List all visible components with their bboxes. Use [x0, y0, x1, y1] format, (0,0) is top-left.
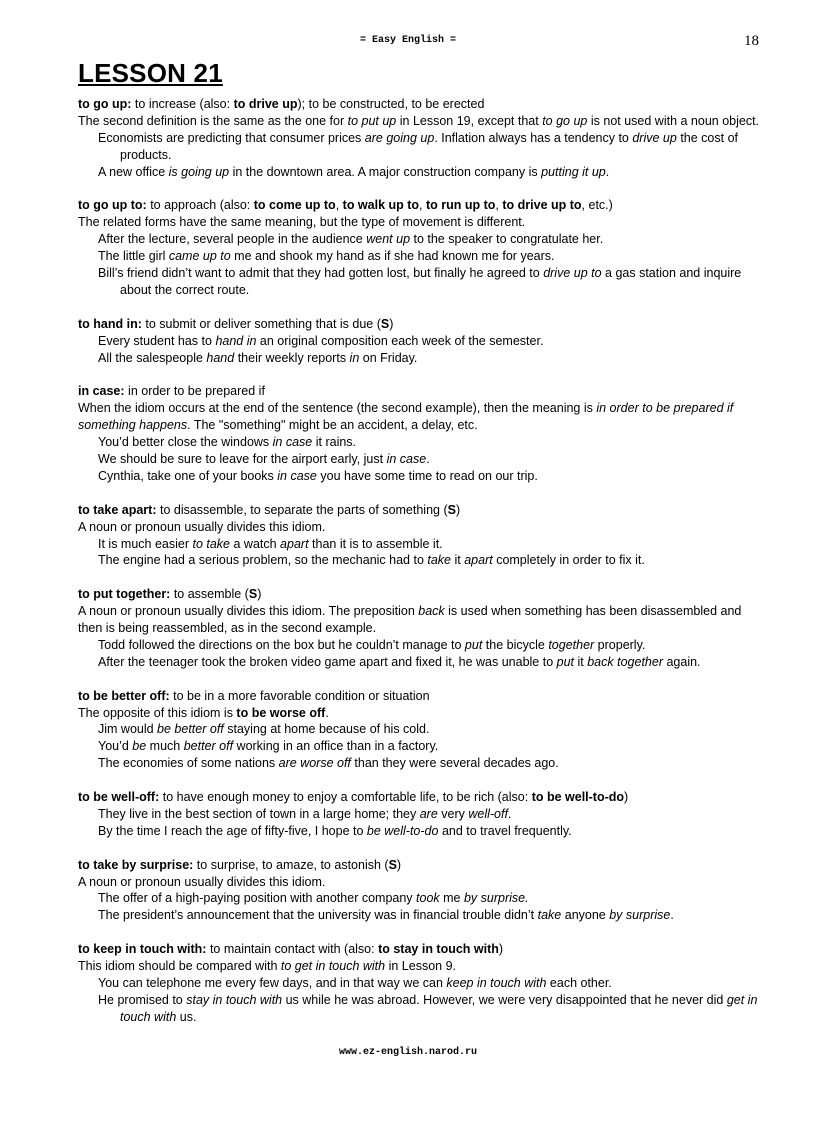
- italic-text: to get in touch with: [280, 959, 386, 974]
- italic-text: better off: [183, 739, 234, 754]
- example-sentence: [78, 823, 760, 840]
- text-run: to be in a more favorable condition or situation: [169, 688, 430, 703]
- text-run: .: [507, 806, 512, 821]
- italic-text: to take: [192, 536, 231, 551]
- text-run: in order to be prepared if: [124, 384, 265, 399]
- text-run: completely in order to fix it.: [492, 553, 645, 568]
- idiom-entry-better-off: [78, 688, 760, 773]
- example-sentence: [78, 468, 760, 485]
- bold-text: to be well-off:: [78, 790, 160, 805]
- italic-text: took: [416, 891, 440, 906]
- example-sentence: [78, 738, 760, 755]
- italic-text: came up to: [168, 249, 231, 264]
- text-run: me and shook my hand as if she had known me for years.: [230, 249, 555, 264]
- text-run: After the teenager took the broken video game apart and fixed it, he was unable to: [98, 654, 557, 669]
- example-sentence: [78, 907, 760, 924]
- text-run: to surprise, to amaze, to astonish (: [193, 857, 389, 872]
- text-run: ): [396, 857, 402, 872]
- running-header: = Easy English =: [359, 35, 456, 46]
- text-run: Jim would: [98, 722, 158, 737]
- example-sentence: [78, 552, 760, 569]
- italic-text: are worse off: [278, 756, 351, 771]
- bold-text: to be better off:: [78, 688, 170, 703]
- text-run: It is much easier: [98, 536, 193, 551]
- text-run: properly.: [594, 637, 646, 652]
- italic-text: be well-to-do: [366, 823, 439, 838]
- idiom-definition: [78, 586, 760, 603]
- bold-text: to keep in touch with:: [78, 942, 207, 957]
- text-run: .: [426, 451, 430, 466]
- italic-text: drive up: [632, 130, 677, 145]
- example-sentence: [78, 248, 760, 265]
- text-run: ): [257, 587, 262, 602]
- italic-text: stay in touch with: [186, 992, 283, 1007]
- italic-text: are going up: [364, 130, 435, 145]
- italic-text: get in touch with: [120, 992, 758, 1024]
- example-sentence: [78, 265, 760, 299]
- text-run: The president’s announcement that the university was in financial trouble didn’t: [98, 908, 538, 923]
- text-run: is not used with a noun object.: [587, 113, 760, 128]
- text-run: Cynthia, take one of your books: [98, 468, 278, 483]
- italic-text: hand: [206, 350, 235, 365]
- lesson-content: [78, 96, 760, 1043]
- idiom-note: [78, 214, 760, 231]
- text-run: to approach (also:: [146, 198, 254, 213]
- example-sentence: [78, 434, 760, 451]
- text-run: ,: [419, 198, 426, 213]
- italic-text: to put up: [347, 113, 397, 128]
- text-run: is used when something has been disassembled and then is being reassembled, as in the second example.: [78, 604, 742, 636]
- bold-text: to walk up to: [342, 198, 420, 213]
- example-sentence: [78, 164, 760, 181]
- idiom-note: [78, 958, 760, 975]
- example-sentence: [78, 350, 760, 367]
- text-run: .: [325, 705, 329, 720]
- idiom-definition: [78, 96, 760, 113]
- text-run: to maintain contact with (also:: [206, 942, 379, 957]
- example-sentence: [78, 755, 760, 772]
- text-run: .: [670, 908, 674, 923]
- example-sentence: [78, 721, 760, 738]
- lesson-title: LESSON 21: [78, 58, 223, 88]
- text-run: it: [451, 553, 465, 568]
- bold-text: S: [447, 502, 456, 517]
- text-run: ): [389, 316, 394, 331]
- text-run: to increase (also:: [131, 97, 234, 111]
- text-run: Economists are predicting that consumer prices: [98, 130, 365, 145]
- example-sentence: [78, 806, 760, 823]
- text-run: you have some time to read on our trip.: [316, 468, 538, 483]
- bold-text: in case:: [78, 384, 125, 399]
- idiom-definition: [78, 857, 760, 874]
- text-run: in Lesson 9.: [385, 959, 456, 974]
- example-sentence: [78, 637, 760, 654]
- idiom-note: [78, 400, 760, 434]
- text-run: Bill’s friend didn’t want to admit that they had gotten lost, but finally he agreed to: [98, 266, 544, 281]
- bold-text: to take apart:: [78, 502, 157, 517]
- example-sentence: [78, 975, 760, 992]
- text-run: very: [437, 806, 469, 821]
- italic-text: apart: [280, 536, 309, 551]
- text-run: an original composition each week of the semester.: [256, 333, 544, 348]
- italic-text: back: [418, 604, 445, 619]
- idiom-entry-go-up-to: [78, 197, 760, 298]
- text-run: the bicycle: [482, 637, 549, 652]
- text-run: than they were several decades ago.: [350, 756, 559, 771]
- bold-text: to take by surprise:: [78, 857, 194, 872]
- text-run: Every student has to: [98, 333, 216, 348]
- text-run: The related forms have the same meaning, but the type of movement is different.: [78, 215, 526, 230]
- text-run: to the speaker to congratulate her.: [410, 232, 604, 247]
- text-run: A new office: [98, 164, 169, 179]
- idiom-entry-take-by-surprise: [78, 857, 760, 925]
- text-run: This idiom should be compared with: [78, 959, 281, 974]
- text-run: in Lesson 19, except that: [396, 113, 543, 128]
- text-run: to submit or deliver something that is due (: [141, 316, 381, 331]
- text-run: They live in the best section of town in a large home; they: [98, 806, 420, 821]
- text-run: ,: [335, 198, 343, 213]
- text-run: and to travel frequently.: [438, 823, 572, 838]
- italic-text: keep in touch with: [446, 975, 547, 990]
- text-run: staying at home because of his cold.: [223, 722, 430, 737]
- italic-text: are: [419, 806, 438, 821]
- text-run: their weekly reports: [234, 350, 350, 365]
- idiom-note: [78, 874, 760, 891]
- idiom-entry-in-case: [78, 383, 760, 484]
- italic-text: went up: [366, 232, 411, 247]
- text-run: Todd followed the directions on the box but he couldn’t manage to: [98, 637, 465, 652]
- italic-text: drive up to: [543, 266, 602, 281]
- text-run: working in an office than in a factory.: [233, 739, 439, 754]
- text-run: . Inflation always has a tendency to: [434, 130, 633, 145]
- bold-text: to drive up: [233, 97, 298, 111]
- italic-text: put: [556, 654, 575, 669]
- idiom-definition: [78, 316, 760, 333]
- text-run: a gas station and inquire about the correct route.: [120, 266, 742, 297]
- text-run: to disassemble, to separate the parts of something (: [156, 502, 448, 517]
- text-run: All the salespeople: [98, 350, 207, 365]
- text-run: You’d: [98, 739, 133, 754]
- italic-text: putting it up: [541, 164, 606, 179]
- text-run: The opposite of this idiom is: [78, 705, 237, 720]
- text-run: He promised to: [98, 992, 187, 1007]
- text-run: again.: [662, 654, 701, 669]
- text-run: ): [498, 942, 504, 957]
- text-run: The economies of some nations: [98, 756, 279, 771]
- italic-text: to go up: [542, 113, 588, 128]
- text-run: ): [624, 790, 629, 805]
- italic-text: is going up: [168, 164, 230, 179]
- text-run: .: [605, 164, 610, 179]
- text-run: A noun or pronoun usually divides this idiom.: [78, 874, 326, 889]
- example-sentence: [78, 231, 760, 248]
- text-run: much: [146, 739, 184, 754]
- idiom-note: [78, 705, 760, 722]
- example-sentence: [78, 333, 760, 350]
- italic-text: by surprise: [609, 908, 671, 923]
- idiom-note: [78, 603, 760, 637]
- text-run: . The "something" might be an accident, a delay, etc.: [187, 418, 478, 433]
- text-run: each other.: [546, 975, 612, 990]
- idiom-definition: [78, 688, 760, 705]
- text-run: The little girl: [98, 249, 169, 264]
- italic-text: back together: [587, 654, 663, 669]
- text-run: to have enough money to enjoy a comfortable life, to be rich (also:: [159, 790, 532, 805]
- idiom-note: [78, 519, 760, 536]
- italic-text: hand in: [215, 333, 257, 348]
- example-sentence: [78, 890, 760, 907]
- text-run: The offer of a high-paying position with another company: [98, 891, 417, 906]
- idiom-definition: [78, 941, 760, 958]
- idiom-definition: [78, 197, 760, 214]
- bold-text: to hand in:: [78, 316, 142, 331]
- italic-text: in: [349, 350, 360, 365]
- italic-text: in case: [277, 468, 317, 483]
- bold-text: S: [248, 587, 258, 602]
- bold-text: to come up to: [253, 198, 336, 213]
- text-run: in the downtown area. A major construction company is: [229, 164, 542, 179]
- text-run: ,: [495, 198, 503, 213]
- italic-text: take: [427, 553, 452, 568]
- idiom-entry-hand-in: [78, 316, 760, 367]
- bold-text: to go up:: [78, 97, 132, 111]
- italic-text: be: [132, 739, 147, 754]
- text-run: ): [455, 502, 461, 517]
- example-sentence: [78, 992, 760, 1026]
- idiom-definition: [78, 789, 760, 806]
- bold-text: to drive up to: [502, 198, 582, 213]
- bold-text: to run up to: [426, 198, 496, 213]
- example-sentence: [78, 654, 760, 671]
- text-run: me: [439, 891, 464, 906]
- idiom-entry-take-apart: [78, 502, 760, 570]
- idiom-definition: [78, 502, 760, 519]
- text-run: us while he was abroad. However, we were very disappointed that he never did: [282, 992, 727, 1007]
- italic-text: by surprise.: [463, 891, 529, 906]
- text-run: You can telephone me every few days, and in that way we can: [98, 975, 447, 990]
- italic-text: be better off: [157, 722, 224, 737]
- italic-text: in case: [272, 435, 313, 450]
- italic-text: put: [464, 637, 483, 652]
- idiom-entry-keep-in-touch: [78, 941, 760, 1026]
- text-run: The second definition is the same as the one for: [78, 113, 348, 128]
- italic-text: apart: [464, 553, 493, 568]
- text-run: We should be sure to leave for the airport early, just: [98, 451, 387, 466]
- example-sentence: [78, 536, 760, 553]
- text-run: a watch: [230, 536, 281, 551]
- text-run: You’d better close the windows: [98, 435, 273, 450]
- bold-text: S: [380, 316, 390, 331]
- italic-text: well-off: [468, 806, 508, 821]
- text-run: A noun or pronoun usually divides this idiom. The preposition: [78, 604, 419, 619]
- text-run: A noun or pronoun usually divides this idiom.: [78, 519, 326, 534]
- text-run: than it is to assemble it.: [308, 536, 443, 551]
- bold-text: to put together:: [78, 587, 171, 602]
- text-run: anyone: [561, 908, 610, 923]
- idiom-entry-put-together: [78, 586, 760, 671]
- idiom-note: [78, 113, 760, 130]
- bold-text: S: [388, 857, 397, 872]
- text-run: it: [574, 654, 588, 669]
- italic-text: together: [548, 637, 595, 652]
- text-run: By the time I reach the age of fifty-five, I hope to: [98, 823, 367, 838]
- text-run: to assemble (: [170, 587, 249, 602]
- italic-text: in order to be prepared if something happens: [78, 401, 734, 433]
- text-run: it rains.: [312, 435, 357, 450]
- idiom-entry-go-up: [78, 96, 760, 181]
- bold-text: to go up to:: [78, 198, 147, 213]
- page-number: 18: [744, 33, 759, 49]
- text-run: on Friday.: [359, 350, 418, 365]
- text-run: ); to be constructed, to be erected: [297, 97, 485, 111]
- idiom-definition: [78, 383, 760, 400]
- bold-text: to be worse off: [236, 705, 326, 720]
- text-run: When the idiom occurs at the end of the sentence (the second example), then the meaning is: [78, 401, 597, 416]
- footer-url: www.ez-english.narod.ru: [338, 1047, 478, 1058]
- bold-text: to stay in touch with: [378, 942, 499, 957]
- idiom-entry-well-off: [78, 789, 760, 840]
- text-run: After the lecture, several people in the audience: [98, 232, 367, 247]
- text-run: the cost of products.: [120, 130, 738, 162]
- italic-text: take: [537, 908, 562, 923]
- text-run: The engine had a serious problem, so the mechanic had to: [98, 553, 428, 568]
- italic-text: in case: [386, 451, 427, 466]
- text-run: , etc.): [581, 198, 613, 213]
- example-sentence: [78, 451, 760, 468]
- example-sentence: [78, 130, 760, 164]
- bold-text: to be well-to-do: [531, 790, 625, 805]
- text-run: us.: [176, 1009, 197, 1024]
